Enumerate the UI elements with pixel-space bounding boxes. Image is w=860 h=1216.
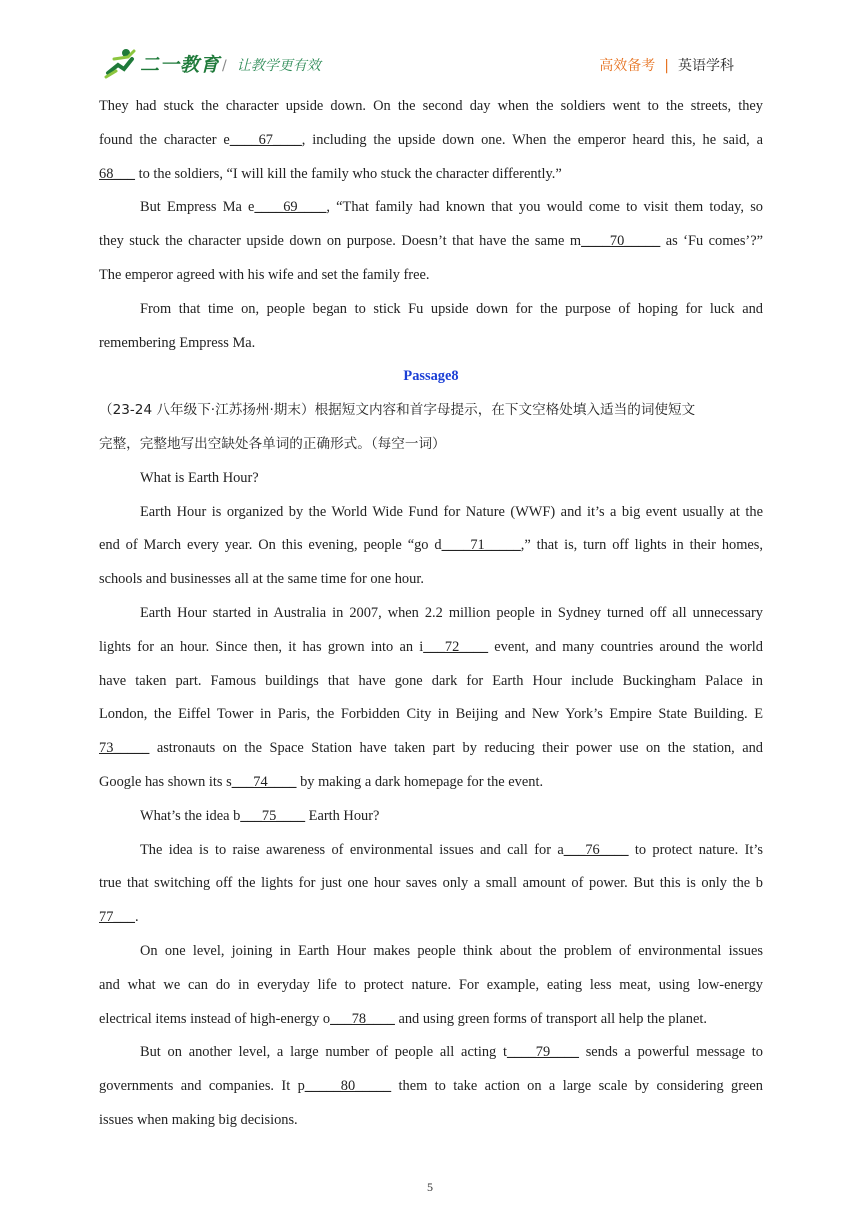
line-text: remembering Empress Ma. <box>99 334 256 351</box>
slash-divider: / <box>222 58 227 74</box>
line-text: lights for an hour. Since then, it has grown into an i <box>99 638 424 655</box>
passage7-ending <box>99 90 763 360</box>
text-line <box>99 935 763 969</box>
line-text: Earth Hour started in Australia in 2007, when 2.2 million people in Sydney turned off all unnecessary <box>140 604 763 621</box>
header-divider: | <box>664 58 669 74</box>
text-line <box>99 665 763 699</box>
line-text: electrical items instead of high-energy o <box>99 1010 331 1027</box>
text-line <box>99 766 763 800</box>
line-text: ,” that is, turn off lights in their homes, <box>520 537 763 554</box>
answer-blank[interactable]: _____80_____ <box>304 1078 392 1095</box>
text-line <box>99 834 763 868</box>
line-text: . <box>134 909 139 926</box>
text-line <box>99 191 763 225</box>
text-line <box>99 1104 763 1138</box>
text-line <box>99 462 763 496</box>
instruction-line-2: 完整，完整地写出空缺处各单词的正确形式。（每空一词） <box>99 435 446 452</box>
text-line <box>99 259 763 293</box>
logo <box>104 46 220 80</box>
answer-blank[interactable]: ___74____ <box>231 773 297 790</box>
slogan-text: 让教学更有效 <box>236 58 321 74</box>
line-text: What’s the idea b <box>140 807 241 824</box>
line-text: event, and many countries around the world <box>488 638 763 655</box>
line-text: found the character e <box>99 131 230 148</box>
header-tag: 高效备考 <box>599 58 656 74</box>
text-line <box>99 327 763 361</box>
answer-blank[interactable]: 73_____ <box>99 740 150 757</box>
answer-blank[interactable]: ____79____ <box>506 1044 579 1061</box>
answer-blank[interactable]: 77___ <box>99 909 135 926</box>
answer-blank[interactable]: 68___ <box>99 165 135 182</box>
text-line <box>99 1036 763 1070</box>
answer-blank[interactable]: ____67____ <box>229 131 302 148</box>
line-text: they stuck the character upside down on purpose. Doesn’t that have the same m <box>99 233 582 250</box>
text-line <box>99 496 763 530</box>
passage-title: Passage8 <box>403 368 459 385</box>
answer-blank[interactable]: ___76____ <box>563 841 629 858</box>
line-text: and using green forms of transport all help the planet. <box>394 1010 707 1027</box>
text-line <box>99 732 763 766</box>
line-text: From that time on, people began to stick Fu upside down for the purpose of hoping for luck and <box>140 300 763 317</box>
line-text: Earth Hour? <box>305 807 380 824</box>
page-header <box>0 0 860 92</box>
page-number: 5 <box>427 1180 433 1194</box>
answer-blank[interactable]: ____70_____ <box>581 233 661 250</box>
line-text: The emperor agreed with his wife and set the family free. <box>99 266 430 283</box>
line-text: London, the Eiffel Tower in Paris, the Forbidden City in Beijing and New York’s Empire State Building. E <box>99 706 763 723</box>
line-text: , including the upside down one. When the emperor heard this, he said, a <box>301 131 763 148</box>
line-text: true that switching off the lights for just one hour saves only a small amount of power. But this is only the b <box>99 875 763 892</box>
subject-label: 英语学科 <box>678 58 734 74</box>
answer-blank[interactable]: ___75____ <box>240 807 306 824</box>
text-line <box>99 1070 763 1104</box>
line-text: What is Earth Hour? <box>140 469 259 486</box>
text-line <box>99 1003 763 1037</box>
header-subject <box>599 55 734 75</box>
line-text: governments and companies. It p <box>99 1078 305 1095</box>
line-text: They had stuck the character upside down. On the second day when the soldiers went to the streets, they <box>99 98 763 114</box>
text-line <box>99 901 763 935</box>
line-text: On one level, joining in Earth Hour makes people think about the problem of environmental issues <box>140 942 763 959</box>
line-text: them to take action on a large scale by considering green <box>391 1078 763 1095</box>
instruction-line-1: （23-24 八年级下·江苏扬州·期末）根据短文内容和首字母提示，在下文空格处填入适当的词使短文 <box>99 402 696 419</box>
line-text: Google has shown its s <box>99 773 232 790</box>
text-line <box>99 293 763 327</box>
text-line <box>99 158 763 192</box>
answer-blank[interactable]: ___78____ <box>330 1010 395 1027</box>
line-text: But Empress Ma e <box>140 199 255 216</box>
line-text: have taken part. Famous buildings that have gone dark for Earth Hour include Buckingham Palace in <box>99 672 763 689</box>
line-text: astronauts on the Space Station have taken part by reducing their power use on the station, and <box>149 740 763 757</box>
text-line <box>99 90 763 124</box>
line-text: But on another level, a large number of people all acting t <box>140 1044 507 1061</box>
line-text: issues when making big decisions. <box>99 1111 298 1128</box>
answer-blank[interactable]: ___72____ <box>423 638 489 655</box>
line-text: schools and businesses all at the same time for one hour. <box>99 571 424 588</box>
text-line <box>99 631 763 665</box>
slogan <box>222 55 321 75</box>
brand-name: 二一教育 <box>140 53 221 76</box>
answer-blank[interactable]: ____71_____ <box>441 537 521 554</box>
line-text: to the soldiers, “I will kill the family who stuck the character differently.” <box>134 165 562 182</box>
line-text: The idea is to raise awareness of environmental issues and call for a <box>140 841 564 858</box>
text-line <box>99 529 763 563</box>
text-line <box>99 597 763 631</box>
text-line <box>99 969 763 1003</box>
text-line <box>99 698 763 732</box>
text-line <box>99 563 763 597</box>
line-text: to protect nature. It’s <box>628 841 763 858</box>
answer-blank[interactable]: ____69____ <box>254 199 327 216</box>
document-body <box>99 90 763 1138</box>
text-line <box>99 225 763 259</box>
line-text: sends a powerful message to <box>578 1044 763 1061</box>
line-text: by making a dark homepage for the event. <box>296 773 544 790</box>
text-line <box>99 124 763 158</box>
passage8-text <box>99 462 763 1138</box>
line-text: as ‘Fu comes’?” <box>660 233 763 250</box>
runner-logo-icon <box>104 47 138 79</box>
text-line <box>99 867 763 901</box>
line-text: , “That family had known that you would come to visit them today, so <box>326 199 763 216</box>
line-text: end of March every year. On this evening, people “go d <box>99 537 442 554</box>
text-line <box>99 800 763 834</box>
line-text: Earth Hour is organized by the World Wide Fund for Nature (WWF) and it’s a big event usually at the <box>140 503 763 520</box>
line-text: and what we can do in everyday life to protect nature. For example, eating less meat, using low-energy <box>99 976 763 993</box>
